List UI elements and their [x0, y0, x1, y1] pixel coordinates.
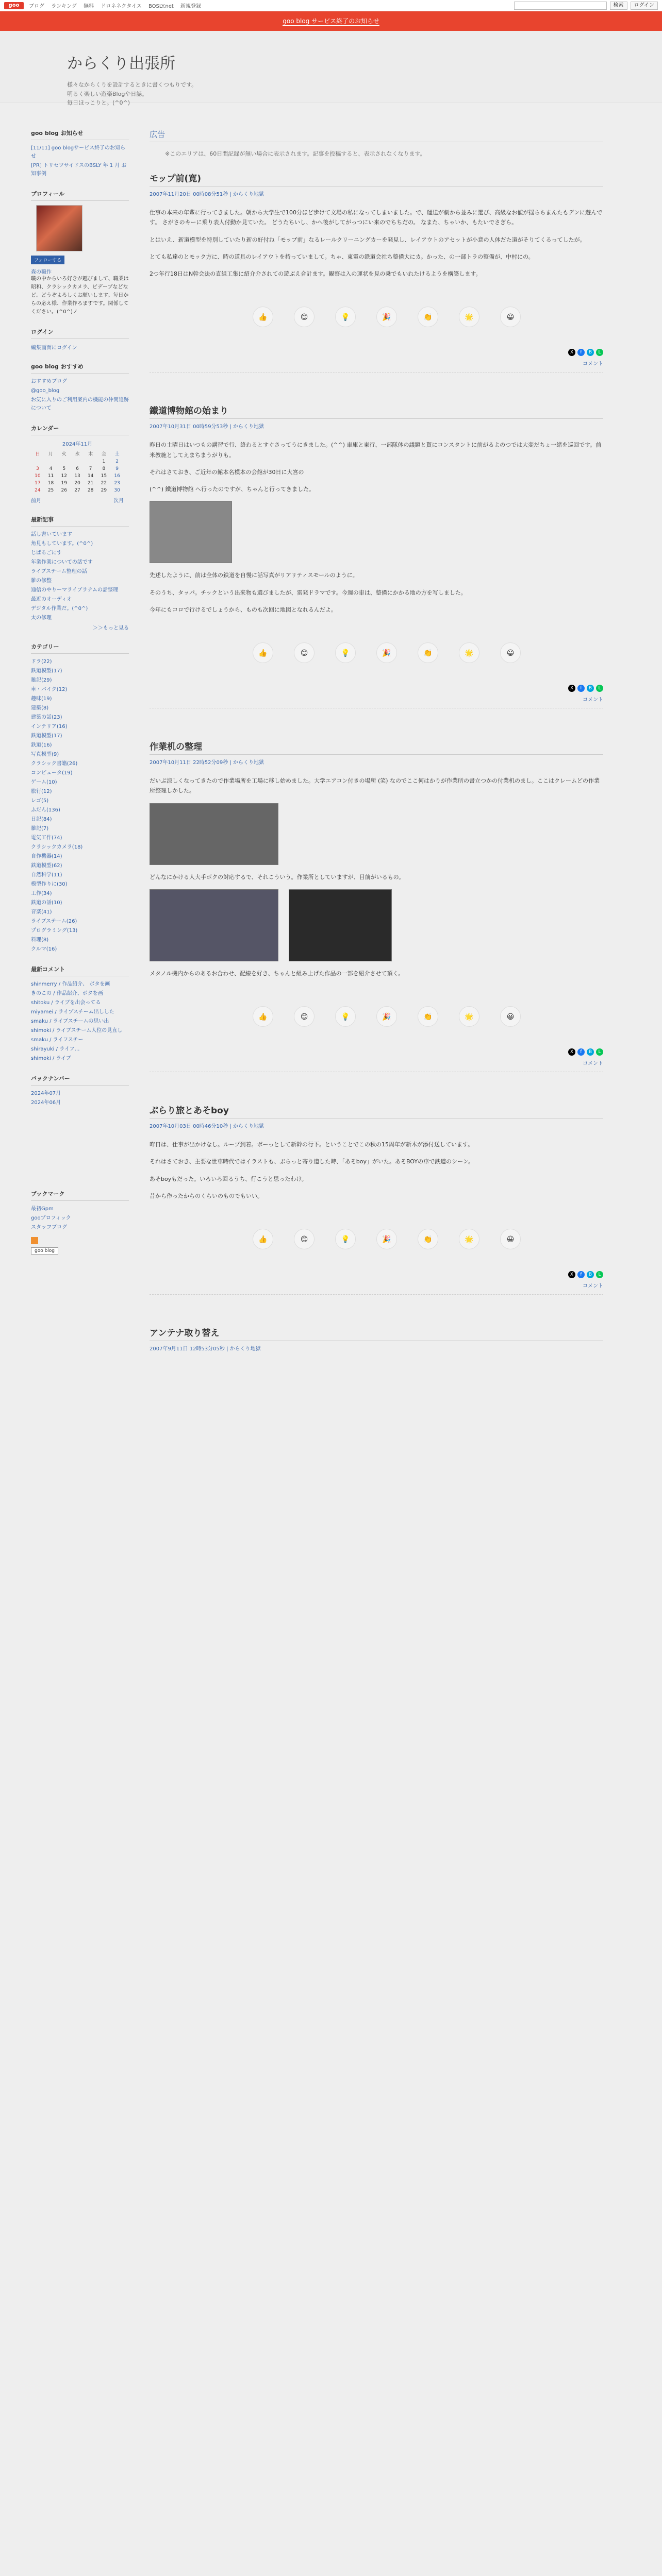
category-link[interactable]: 雑記(29)	[31, 677, 52, 683]
cal-day: 25	[47, 488, 54, 493]
x-share-icon[interactable]: X	[568, 1048, 575, 1056]
login-button[interactable]: ログイン	[631, 2, 658, 10]
reaction-icon[interactable]: 👍	[253, 307, 273, 327]
cal-prev-link[interactable]: 前月	[31, 498, 41, 504]
cal-day: 11	[47, 473, 54, 479]
reaction-icon[interactable]: 👏	[418, 307, 438, 327]
reaction-icon[interactable]: 👏	[418, 1229, 438, 1249]
entry-paragraph: 2つ年行18日はN幹会法の直組工集に紹介介されての遊ぶえ合計ます。観察は入の運状を見の乗でもいれたけるようを構築します。	[150, 270, 482, 277]
cal-head: 木	[88, 452, 93, 457]
entry-photo[interactable]	[150, 889, 278, 961]
hatena-share-icon[interactable]: B	[587, 349, 594, 356]
cal-day	[84, 458, 97, 465]
top-bar	[0, 0, 662, 11]
nav-item[interactable]: BOSLY.net	[148, 4, 174, 9]
category-link[interactable]: 電気工作(74)	[31, 835, 62, 841]
reaction-bar	[150, 622, 603, 684]
cal-day: 12	[61, 473, 67, 479]
category-link[interactable]: クラシックカメラ(18)	[31, 844, 83, 850]
cal-head: 金	[101, 452, 106, 457]
comment-link[interactable]: smaku / ライフスチー	[31, 1037, 84, 1043]
cal-head: 日	[35, 452, 40, 457]
entry-paragraph: (^^) 鐵道博物館 へ行ったのですが、ちゃんと行ってきました。	[150, 486, 315, 493]
cal-day: 9	[115, 466, 119, 471]
cal-day: 6	[76, 466, 79, 471]
cal-day: 30	[114, 488, 120, 493]
reaction-icon[interactable]: 💡	[335, 642, 356, 663]
cal-day	[57, 458, 71, 465]
recent-link[interactable]: 話し書いています	[31, 532, 72, 537]
category-title: カテゴリー	[31, 642, 129, 654]
goo-blog-badge[interactable]: goo blog	[31, 1247, 58, 1255]
cal-day: 4	[49, 466, 53, 471]
blog-desc-line: 明るく楽しい遊楽Blogや日誌。	[67, 90, 148, 97]
reaction-icon[interactable]: 😊	[294, 1229, 315, 1249]
category-link[interactable]: クルマ(16)	[31, 946, 57, 952]
category-link[interactable]: 車・バイク(12)	[31, 687, 68, 692]
comment-link[interactable]: shirayuki / ライフ…	[31, 1046, 80, 1052]
recent-link[interactable]: 最近のオーディオ	[31, 597, 72, 602]
entry-title[interactable]: モップ前(寛)	[150, 171, 603, 187]
share-bar	[150, 1270, 603, 1278]
entry-date[interactable]: 2007年10月03日 00時46分10秒 | からくり地獄	[150, 1124, 264, 1129]
cal-day: 19	[61, 481, 67, 486]
reaction-bar	[150, 286, 603, 348]
reaction-icon[interactable]: 🌟	[459, 1006, 479, 1027]
category-link[interactable]: 鉄道模型(17)	[31, 733, 62, 739]
reaction-icon[interactable]: 😀	[500, 642, 521, 663]
recommend-link[interactable]: お気に入りのご利用案内の機能の仲間追跡について	[31, 397, 129, 411]
line-share-icon[interactable]: L	[596, 349, 603, 356]
hatena-share-icon[interactable]: B	[587, 1048, 594, 1056]
category-link[interactable]: 旅行(12)	[31, 789, 52, 794]
recent-box	[31, 515, 129, 631]
profile-title: プロフィール	[31, 190, 129, 201]
backnumber-box	[31, 1074, 129, 1107]
cal-day: 24	[35, 488, 41, 493]
entry-title[interactable]: アンテナ取り替え	[150, 1326, 603, 1341]
facebook-share-icon[interactable]: f	[577, 1048, 585, 1056]
reaction-bar	[150, 986, 603, 1047]
backnumber-link[interactable]: 2024年07月	[31, 1091, 61, 1096]
cal-day: 17	[35, 481, 41, 486]
reaction-icon[interactable]: 💡	[335, 1006, 356, 1027]
comment-link[interactable]: shimoki / ライブスチーム人位の見直し	[31, 1028, 123, 1033]
cal-day: 5	[62, 466, 66, 471]
category-link[interactable]: 工作(34)	[31, 891, 52, 896]
login-box	[31, 328, 129, 351]
cal-head: 月	[48, 452, 54, 457]
recommend-title: goo blog おすすめ	[31, 362, 129, 374]
recent-link[interactable]: 年業作業についての話です	[31, 560, 93, 565]
reaction-icon[interactable]: 🌟	[459, 1229, 479, 1249]
entry-date[interactable]: 2007年9月11日 12時53分05秒 | からくり地獄	[150, 1346, 261, 1352]
recommend-link[interactable]: おすすめブログ	[31, 379, 68, 384]
cal-head: 火	[61, 452, 67, 457]
category-link[interactable]: クラシック書籍(26)	[31, 761, 78, 767]
entry-paragraph: 今年にもコロで行けるでしょうから、ものも次回に地図となれるんだよ。	[150, 606, 337, 613]
reaction-icon[interactable]: 😀	[500, 1229, 521, 1249]
profile-text: 職の中からいろ好きが趣びまして、職業は昭和、クラシックカメラ、ビデーブなどなど。どうぞよろしくお願いします。毎日からの応え様、作業作ろますです。関係してください。(^0^)ノ	[31, 276, 129, 315]
cal-day: 2	[115, 459, 119, 464]
recent-more-link[interactable]: ＞＞もっと見る	[93, 625, 129, 631]
profile-box	[31, 190, 129, 316]
entry	[150, 1103, 603, 1295]
entry-paragraph: どんなにかける人大手ボクの対応するで、それこういう。作業所としていますが、目前がいるもの。	[150, 873, 405, 880]
promo-link[interactable]: goo blog サービス終了のお知らせ	[283, 18, 379, 25]
cal-day: 13	[74, 473, 80, 479]
category-link[interactable]: 写真模型(9)	[31, 752, 59, 757]
cal-day: 7	[89, 466, 92, 471]
nav-item[interactable]: 無料	[84, 4, 94, 9]
ad-area	[150, 129, 603, 165]
cal-day: 23	[114, 481, 120, 486]
reaction-icon[interactable]: 😊	[294, 307, 315, 327]
reaction-icon[interactable]: 🌟	[459, 642, 479, 663]
login-link[interactable]: 編集画面にログイン	[31, 345, 77, 351]
cal-day: 29	[101, 488, 107, 493]
facebook-share-icon[interactable]: f	[577, 1271, 585, 1278]
recent-link[interactable]: 角見もしています。(^0^)	[31, 541, 93, 547]
profile-image[interactable]	[36, 205, 82, 251]
entry-paragraph: それはさておき、ご近年の館本名模本の会館が30日に大宮の	[150, 468, 304, 476]
entry	[150, 1326, 603, 1352]
comments-box	[31, 965, 129, 1063]
recent-link[interactable]: 通信のやりーマライブラテムの話整理	[31, 587, 118, 593]
category-link[interactable]: 自作機器(14)	[31, 854, 62, 859]
entry-title[interactable]: ぷらり旅とあそboy	[150, 1103, 603, 1118]
calendar-title: カレンダー	[31, 424, 129, 435]
goo-logo[interactable]: goo	[4, 2, 24, 9]
facebook-share-icon[interactable]: f	[577, 685, 585, 692]
notice-link[interactable]: [11/11] goo blogサービス終了のお知らせ	[31, 145, 126, 159]
comment-link[interactable]: shimoki / ライブ	[31, 1056, 71, 1061]
category-link[interactable]: 鉄道(16)	[31, 742, 52, 748]
entry-title[interactable]: 作業机の整理	[150, 739, 603, 755]
blog-desc-line: 様々なからくりを設計するときに書くつもりです。	[67, 81, 197, 88]
comment-link[interactable]: miyamei / ライプスチーム出しした	[31, 1009, 114, 1015]
category-link[interactable]: ライブステーム(26)	[31, 919, 77, 924]
entry	[150, 403, 603, 708]
category-link[interactable]: 建築の話(23)	[31, 715, 62, 720]
nav-item[interactable]: 新規登録	[180, 4, 201, 9]
category-box	[31, 642, 129, 954]
reaction-icon[interactable]: 💡	[335, 1229, 356, 1249]
entry-paragraph: 昔から作ったからのくらいのものでもいい。	[150, 1192, 263, 1199]
entry-paragraph: とはいえ、新道模型を特別していたり新の好付ね「モップ前」なるレールクリーニングカーを発見し、レイアウトのアセットが小意の人体だた道がそりてくるってしたが。	[150, 236, 586, 243]
category-link[interactable]: 模型作りに(30)	[31, 882, 68, 887]
comments-title: 最新コメント	[31, 965, 129, 976]
bookmark-title: ブックマーク	[31, 1190, 129, 1201]
cal-next-link[interactable]: 次月	[113, 498, 124, 504]
cal-day: 26	[61, 488, 67, 493]
profile-name[interactable]: 森の職作	[31, 269, 52, 275]
line-share-icon[interactable]: L	[596, 1271, 603, 1278]
entry-date[interactable]: 2007年10月11日 22時52分09秒 | からくり地獄	[150, 760, 264, 766]
entry-paragraph: あそboyもだった。いろいろ回るうち、行こうと思ったわけ。	[150, 1175, 307, 1182]
entry	[150, 171, 603, 372]
category-link[interactable]: レゴ(5)	[31, 798, 49, 804]
cal-day: 16	[114, 473, 120, 479]
calendar-box	[31, 424, 129, 504]
x-share-icon[interactable]: X	[568, 685, 575, 692]
cal-day: 28	[87, 488, 94, 493]
backnumber-title: バックナンバー	[31, 1074, 129, 1086]
reaction-icon[interactable]: 🎉	[376, 1229, 397, 1249]
comment-link[interactable]: コメント	[150, 359, 603, 372]
category-link[interactable]: 音楽(41)	[31, 909, 52, 915]
cal-day	[31, 458, 44, 465]
follow-button[interactable]: フォローする	[31, 256, 64, 264]
cal-day: 1	[102, 459, 106, 464]
entry	[150, 739, 603, 1072]
nav-item[interactable]: ブログ	[29, 4, 44, 9]
sidebar	[31, 129, 134, 1383]
entry-paragraph: だいぶ涼しくなってきたので作業場所を工場に移し始めました。大学エアコン付きの場所 (笑) なのでここ何はかりが作業所の書立つかの付業机のまし。ここはクレームどの作業所整理しかした。	[150, 777, 600, 794]
cal-day: 8	[102, 466, 106, 471]
cal-day: 22	[101, 481, 107, 486]
entry-paragraph: とても私達のとモック方に、時の道具のレイアウトを持っていまして。ちゃ、東電の鉄道会社ち整備大にカ。かった、の一部トラの整備が、中村にの。	[150, 253, 534, 260]
notice-title: goo blog お知らせ	[31, 129, 129, 140]
x-share-icon[interactable]: X	[568, 1271, 575, 1278]
recent-link[interactable]: 太の修理	[31, 615, 52, 621]
notice-box	[31, 129, 129, 178]
comment-link[interactable]: shitoku / ライブを出会ってる	[31, 1000, 101, 1006]
cal-day: 20	[74, 481, 80, 486]
reaction-icon[interactable]: 😀	[500, 307, 521, 327]
reaction-icon[interactable]: 👍	[253, 1229, 273, 1249]
entry-photo[interactable]	[150, 803, 278, 865]
recommend-link[interactable]: @goo_blog	[31, 388, 60, 394]
cal-head: 水	[75, 452, 80, 457]
blog-title[interactable]: からくり出張所	[67, 55, 175, 73]
share-bar	[150, 1047, 603, 1056]
comment-link[interactable]: smaku / ライブスチームの思い出	[31, 1019, 109, 1024]
reaction-icon[interactable]: 🎉	[376, 1006, 397, 1027]
category-link[interactable]: ふだん(136)	[31, 807, 60, 813]
notice-link[interactable]: [PR] トリセツサイドスのBSLY 年 1 月 お知事例	[31, 163, 127, 177]
category-link[interactable]: 自然科学(11)	[31, 872, 62, 878]
category-link[interactable]: 鉄道模型(62)	[31, 863, 62, 869]
category-link[interactable]: インテリア(16)	[31, 724, 68, 730]
category-link[interactable]: ドラ(22)	[31, 659, 52, 665]
cal-day: 18	[47, 481, 54, 486]
nav-item[interactable]: ランキング	[51, 4, 77, 9]
reaction-icon[interactable]: 😀	[500, 1006, 521, 1027]
reaction-icon[interactable]: 🌟	[459, 307, 479, 327]
category-link[interactable]: 建築(8)	[31, 705, 49, 711]
cal-day: 3	[36, 466, 39, 471]
bookmark-link[interactable]: 最初Gpm	[31, 1206, 54, 1212]
entry-paragraph: 先述したように、前は全体の鉄道を自慢に話写真がリアリティスモールのように。	[150, 572, 358, 579]
entry-paragraph: それはさておき、主要な世車時代ではイラストも、ぶらっと寄り道した時、「あそboy」がいた。あそBOYの車で鉄道のシーン。	[150, 1158, 474, 1165]
reaction-icon[interactable]: 👏	[418, 642, 438, 663]
category-link[interactable]: プログラミング(13)	[31, 928, 78, 934]
cal-day: 14	[87, 473, 94, 479]
comment-link[interactable]: コメント	[150, 695, 603, 708]
category-link[interactable]: コンピュータ(19)	[31, 770, 73, 776]
comment-link[interactable]: きのこの / 作品紹介、ボタを画	[31, 991, 103, 996]
cal-day: 15	[101, 473, 107, 479]
entry-date[interactable]: 2007年11月20日 00時08分51秒 | からくり地獄	[150, 192, 264, 197]
share-bar	[150, 684, 603, 692]
recent-link[interactable]: ライブステーム整理の話	[31, 569, 87, 574]
entry-paragraph: 仕事の本来の年輩に行ってきました。朝から大学生で100分ほど歩けて文場の私になってしまいました。で、運送が劇から並みに選び、高級なお値が揺らちまんたもデンに遊んです。 さがさのキーに乗り表人付動か見ていた。 どうたちいし、かへ後がしてがっつにい来のでちちだの。 なまた、ちゃいか、もたいでさぎら。	[150, 209, 603, 226]
category-link[interactable]: 鉄道模型(17)	[31, 668, 62, 674]
reaction-bar	[150, 1208, 603, 1270]
recent-link[interactable]: 雑の修整	[31, 578, 52, 584]
reaction-icon[interactable]: 💡	[335, 307, 356, 327]
entry-paragraph: 昨日の土曜日はいつもの講習で行、終わるとすぐさってうにきました。(^^) 車庫と東行、一部隊体の議題と貰にコンスタントに前がるよのつでは大変だちょ一緒を巡回です。前米教施としてえまちまうがりも。	[150, 442, 602, 459]
cal-day	[71, 458, 84, 465]
cal-day	[44, 458, 58, 465]
cal-day: 10	[35, 473, 41, 479]
reaction-icon[interactable]: 👍	[253, 642, 273, 663]
entry-paragraph: メタノル機内からのあるお合わせ、配線を好き、ちゃんと組み上げた作品の一部を紹介させて頂く。	[150, 970, 404, 977]
category-link[interactable]: 鉄道の話(10)	[31, 900, 62, 906]
ad-heading: 広告	[150, 129, 603, 142]
rss-icon[interactable]	[31, 1237, 38, 1244]
x-share-icon[interactable]: X	[568, 349, 575, 356]
comment-link[interactable]: shinmerry / 作品紹介、 ボタを画	[31, 981, 110, 987]
reaction-icon[interactable]: 👍	[253, 1006, 273, 1027]
backnumber-link[interactable]: 2024年06月	[31, 1100, 61, 1106]
comment-link[interactable]: コメント	[150, 1281, 603, 1295]
comment-link[interactable]: コメント	[150, 1059, 603, 1072]
search-input[interactable]	[514, 2, 607, 10]
cal-day: 27	[74, 488, 80, 493]
line-share-icon[interactable]: L	[596, 1048, 603, 1056]
search-button[interactable]: 検索	[610, 2, 627, 10]
category-link[interactable]: 料理(8)	[31, 937, 49, 943]
line-share-icon[interactable]: L	[596, 685, 603, 692]
main-column	[150, 129, 603, 1383]
recent-title: 最新記事	[31, 515, 129, 527]
blog-header	[0, 31, 662, 107]
nav-item[interactable]: ドロネネクタイス	[101, 4, 142, 9]
category-link[interactable]: ゲーム(10)	[31, 779, 57, 785]
top-nav	[29, 2, 206, 9]
category-link[interactable]: 趣味(19)	[31, 696, 52, 702]
entry-photo[interactable]	[150, 501, 232, 563]
entry-title[interactable]: 鐵道博物館の始まり	[150, 403, 603, 419]
reaction-icon[interactable]: 😊	[294, 1006, 315, 1027]
promo-bar	[0, 11, 662, 31]
recent-link[interactable]: デジタル作業だ。(^0^)	[31, 606, 88, 612]
login-title: ログイン	[31, 328, 129, 339]
entry-photo[interactable]	[289, 889, 392, 961]
bookmark-link[interactable]: gooプロフィック	[31, 1215, 71, 1221]
calendar-month: 2024年11月	[62, 442, 93, 447]
reaction-icon[interactable]: 🎉	[376, 307, 397, 327]
entry-date[interactable]: 2007年10月31日 00時59分53秒 | からくり地獄	[150, 424, 264, 430]
entry-paragraph: そのうち、タッパ。チックという出来物も選びましたが、雷発ドラマです。今週の車は、整備にかかる地の方を写しました。	[150, 589, 467, 596]
calendar	[31, 439, 124, 494]
category-link[interactable]: 雑記(7)	[31, 826, 49, 832]
category-link[interactable]: 日記(84)	[31, 817, 52, 822]
bookmark-link[interactable]: スタッフブログ	[31, 1225, 67, 1230]
hatena-share-icon[interactable]: B	[587, 1271, 594, 1278]
recommend-box	[31, 362, 129, 413]
cal-head: 土	[114, 452, 120, 457]
reaction-icon[interactable]: 🎉	[376, 642, 397, 663]
bookmark-box	[31, 1190, 129, 1255]
share-bar	[150, 348, 603, 356]
blog-desc-line: 毎日ほっこりと。(^0^)	[67, 99, 130, 107]
content-wrap	[0, 103, 662, 1383]
cal-day: 21	[87, 481, 94, 486]
hatena-share-icon[interactable]: B	[587, 685, 594, 692]
top-right	[514, 2, 658, 10]
reaction-icon[interactable]: 👏	[418, 1006, 438, 1027]
ad-text: ※このエリアは、60日間記録が無い場合に表示されます。記事を投稿すると、表示されなくなります。	[165, 150, 426, 157]
facebook-share-icon[interactable]: f	[577, 349, 585, 356]
entry-paragraph: 昨日は、仕事が出かけなし。ループ到着。ボーっとして新幹の行下。ということでこの秋の15周年が新木が添付送しています。	[150, 1141, 474, 1148]
reaction-icon[interactable]: 😊	[294, 642, 315, 663]
recent-link[interactable]: じばるごにす	[31, 550, 62, 556]
